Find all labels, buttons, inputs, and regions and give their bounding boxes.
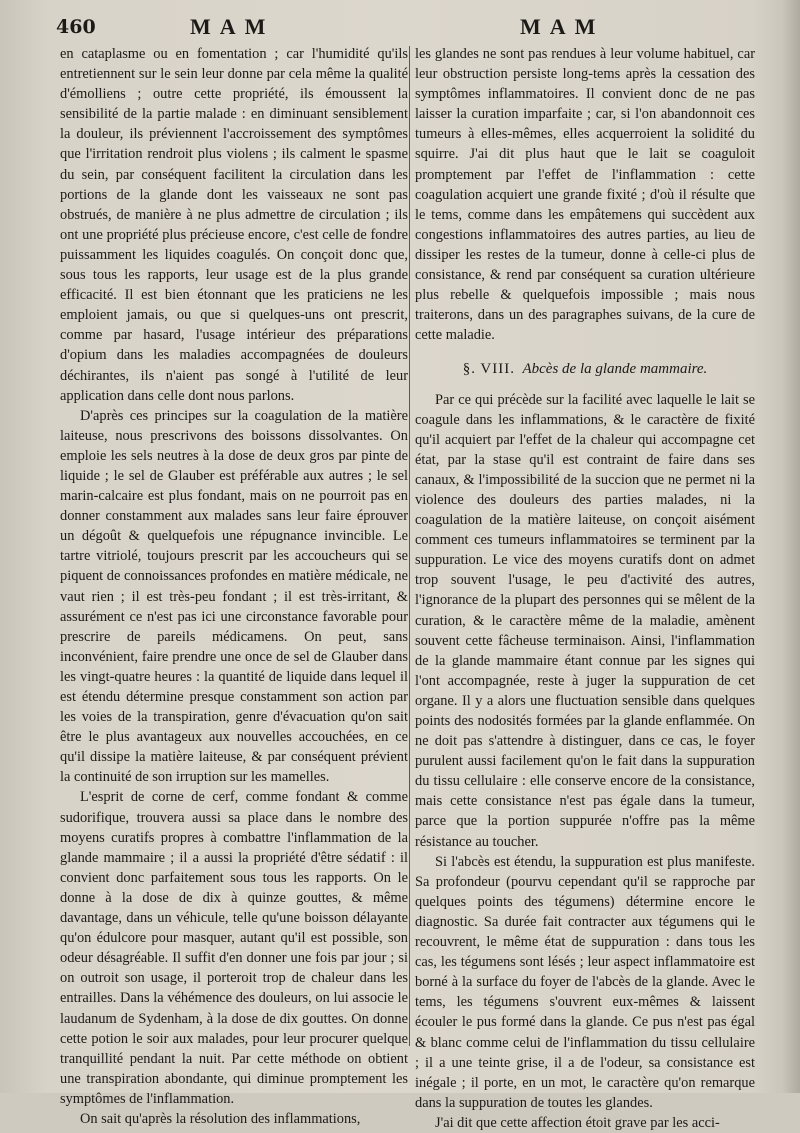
right-paragraph-4: J'ai dit que cette affection étoit grave par les acci- xyxy=(435,1114,720,1131)
right-paragraph-2: Par ce qui précède sur la facilité avec laquelle le lait se coagule dans les inflammations, & le caractère de fixité qu'il acquiert par l'effet de la chaleur qui accompagne cet état, par la stase qu'il est contraint de faire dans ses canaux, & l'impossibilité de la succion que ne permet ni la violence des douleurs des parties malades, ni la coagulation de la matière laiteuse, on conçoit aisément comment ces tumeurs inflammatoires se terminent par la suppuration. Le vice des moyens curatifs dont on admet trop souvent l'usage, le peu d'activité des autres, l'ignorance de la plupart des personnes qui se mêlent de la curation, & le caractère même de la maladie, amènent souvent cette fâcheuse terminaison. Ainsi, l'inflammation de la glande mammaire étant connue par les signes qui l'ont accompagnée, reste à juger la suppuration de cet organe. Il y a alors une fluctuation sensible dans quelques points des nodosités formées par la glande enflammée. On ne doit pas s'attendre à distinguer, dans ce cas, le foyer purulent aussi facilement qu'on le fait dans la suppuration du tissu cellulaire : elle conserve encore de la consistance, mais cette consistance n'est pas égale dans la tumeur, parce que la portion suppurée n'offre pas la même résistance au toucher. xyxy=(415,391,755,850)
page-header xyxy=(0,14,800,42)
left-column xyxy=(60,44,408,1129)
running-head-right: MAM xyxy=(520,14,605,39)
running-head-left: MAM xyxy=(190,14,275,39)
left-paragraph-4: On sait qu'après la résolution des inflammations, xyxy=(80,1110,361,1127)
left-paragraph-2: D'après ces principes sur la coagulation de la matière laiteuse, nous prescrivons des boissons dissolvantes. On emploie les sels neutres à la dose de deux gros par pinte de liquide ; le sel de Glauber est préférable aux autres ; le sel marin-calcaire est plus fondant, mais on ne pourroit pas en donner constamment aux malades sans leur faire éprouver un dégoût & quelquefois une répugnance invincible. Le tartre vitriolé, toujours prescrit par les accoucheurs qui se piquent de connoissances profondes en matière médicale, ne vaut rien ; il est très-peu fondant ; il est très-irritant, & assurément ce n'est pas ici une circonstance favorable pour prescrire de pareils médicamens. On peut, sans inconvénient, faire prendre une once de sel de Glauber dans les vingt-quatre heures : la quantité de liquide dans lequel il est étendu détermine presque constamment son action par les voies de la transpiration, genre d'évacuation qu'on sait être le plus avantageux aux nouvelles accouchées, en ce qu'il dissipe la matière laiteuse, & par conséquent prévient la continuité de son irruption sur les mamelles. xyxy=(60,407,408,786)
section-number: §. VIII. xyxy=(462,361,515,378)
section-title: Abcès de la glande mammaire. xyxy=(522,361,708,378)
right-paragraph-3: Si l'abcès est étendu, la suppuration est plus manifeste. Sa profondeur (pourvu cependant qu'il se rapproche par quelques points des tégumens) détermine encore le diagnostic. Sa durée fait contracter aux tégumens qui le recouvrent, le même état de suppuration : dans tous les cas, les tégumens sont lésés ; leur aspect inflammatoire est borné à la surface du foyer de l'abcès de la glande. Avec le tems, les tégumens s'ouvrent eux-mêmes & laissent écouler le pus formé dans la glande. Ce pus n'est pas égal & blanc comme celui de l'inflammation du tissu cellulaire ; il a une teinte grise, il a de l'odeur, sa consistance est inégale ; il porte, en un mot, le caractère qu'on remarque dans la suppuration de toutes les glandes. xyxy=(415,853,755,1111)
column-divider xyxy=(409,46,410,1046)
left-paragraph-1: en cataplasme ou en fomentation ; car l'humidité qu'ils entretiennent sur le sein leur donne par cela même la qualité d'émolliens ; outre cette propriété, ils émoussent la sensibilité de la partie malade : en diminuant sensiblement la douleur, ils préviennent l'accroissement des symptômes que l'irritation rendroit plus violens ; ils calment le spasme du sein, par conséquent facilitent la circulation dans les portions de la glande dont les vaisseaux ne sont pas obstrués, de manière à ne plus admettre de circulation ; ils ont une propriété plus précieuse encore, c'est celle de fondre puissamment les liquides coagulés. On conçoit donc que, sous tous les rapports, leur usage est de la plus grande efficacité. Il est bien étonnant que les praticiens ne les emploient jamais, ou que si quelques-uns ont prescrit, comme par hasard, l'usage intérieur des préparations d'opium dans les maladies accompagnées de douleurs déchirantes, ils n'aient pas songé à l'utilité de leur application dans celle dont nous parlons. xyxy=(60,46,408,404)
right-column xyxy=(415,44,755,1133)
page-edge-shadow xyxy=(782,0,800,1093)
page-number: 460 xyxy=(56,16,96,38)
section-heading xyxy=(415,359,755,379)
left-paragraph-3: L'esprit de corne de cerf, comme fondant & comme sudorifique, trouvera aussi sa place dans le nombre des moyens curatifs propres à combattre l'inflammation de la glande mammaire ; il a aussi la propriété d'être sédatif : il convient donc parfaitement sous tous les rapports. On le donne à la dose de dix à quinze gouttes, & même davantage, dans un véhicule, telle qu'une boisson délayante qu'on édulcore pour masquer, autant qu'il est possible, son odeur désagréable. Il suffit d'en donner une fois par jour ; si on outroit son usage, il porteroit trop de chaleur dans les entrailles. Dans la véhémence des douleurs, on lui associe le laudanum de Sydenham, à la dose de dix gouttes. On donne cette potion le soir aux malades, pour leur procurer quelque tranquillité pendant la nuit. Par cette méthode on obtient une transpiration abondante, qui diminue promptement les symptômes de l'inflammation. xyxy=(60,789,408,1107)
right-paragraph-1: les glandes ne sont pas rendues à leur volume habituel, car leur obstruction persiste long-tems après la cessation des symptômes inflammatoires. Il convient donc de ne pas laisser la curation imparfaite ; car, si l'on abandonnoit ces tumeurs à elles-mêmes, elles acquerroient la solidité du squirre. J'ai dit plus haut que le lait se coaguloit promptement par l'effet de l'inflammation : cette coagulation acquiert une grande fixité ; d'où il résulte que le tems, comme dans les empâtemens qui succèdent aux congestions inflammatoires des autres parties, au lieu de dissiper les restes de la tumeur, donne à celle-ci plus de consistance, & rend par conséquent sa curation ultérieure plus rebelle & quelquefois impossible ; mais nous traiterons, dans un des paragraphes suivans, de la cure de cette maladie. xyxy=(415,46,755,344)
